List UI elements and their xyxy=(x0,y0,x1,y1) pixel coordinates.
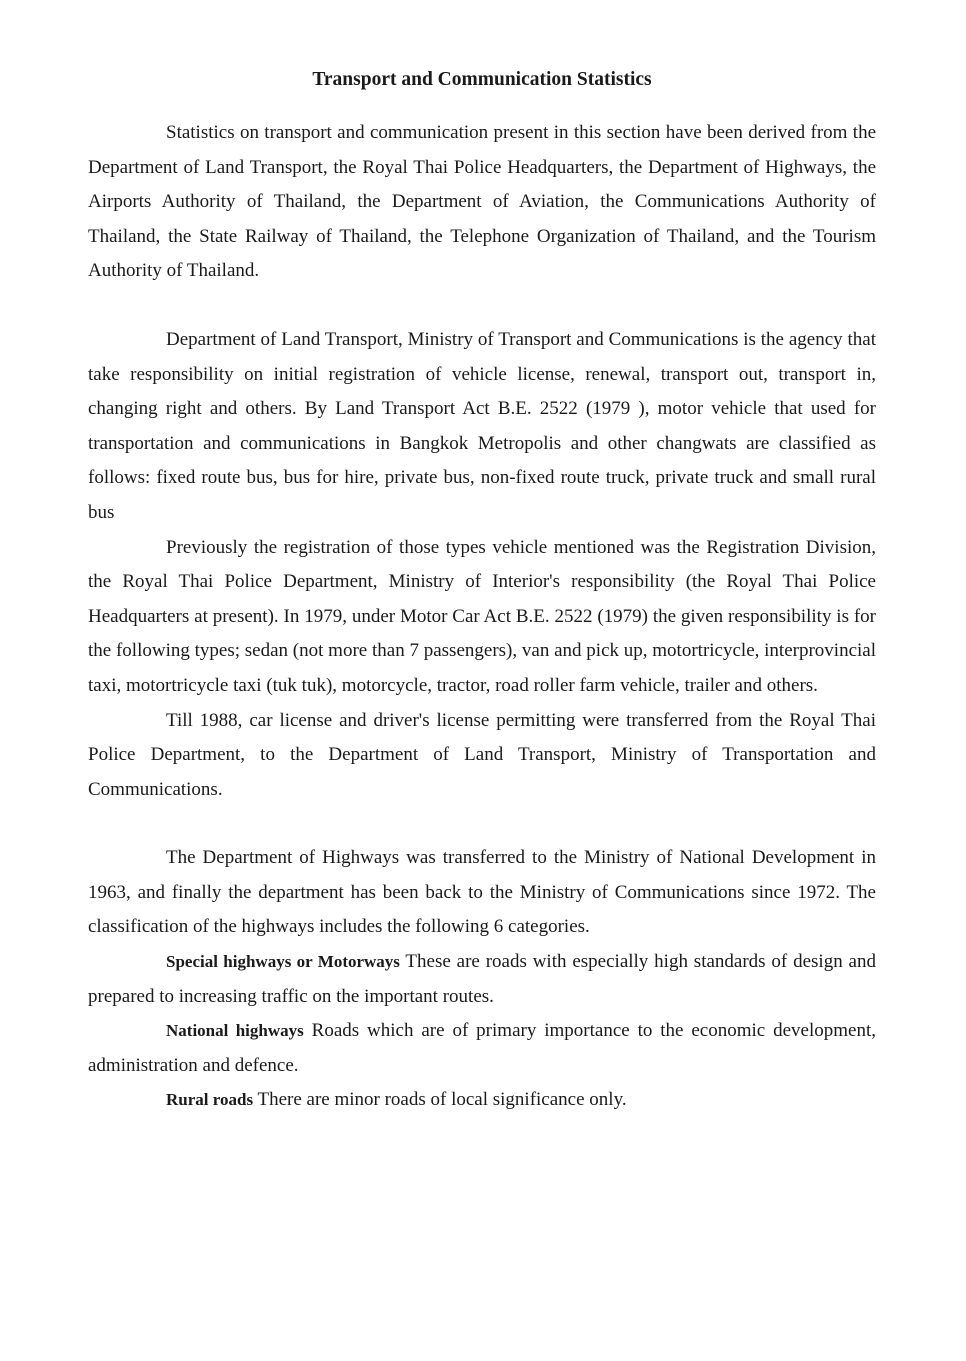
page-title: Transport and Communication Statistics xyxy=(312,69,652,90)
category-description: Roads which are of primary importance to the economic development, administration and defence. xyxy=(88,1020,876,1076)
paragraph-license-transfer: Till 1988, car license and driver's license permitting were transferred from the Royal Thai Police Department, to the Department of Land Transport, Ministry of Transportation and Communications. xyxy=(88,709,876,800)
highway-category-special xyxy=(88,945,876,1014)
highway-category-national xyxy=(88,1014,876,1083)
category-term: Special highways or Motorways xyxy=(166,952,400,972)
document-page xyxy=(88,66,876,1118)
paragraph-land-transport: Department of Land Transport, Ministry of Transport and Communications is the agency that take responsibility on initial registration of vehicle license, renewal, transport out, transport in, changing right and others. By Land Transport Act B.E. 2522 (1979 ), motor vehicle that used for transportation and communications in Bangkok Metropolis and other changwats are classified as follows: fixed route bus, bus for hire, private bus, non-fixed route truck, private truck and small rural bus xyxy=(88,328,876,523)
paragraph-sources: Statistics on transport and communication present in this section have been derived from the Department of Land Transport, the Royal Thai Police Headquarters, the Department of Highways, the Airports Authority of Thailand, the Department of Aviation, the Communications Authority of Thailand, the State Railway of Thailand, the Telephone Organization of Thailand, and the Tourism Authority of Thailand. xyxy=(88,122,876,282)
paragraph-highways-department: The Department of Highways was transferred to the Ministry of National Development in 1963, and finally the department has been back to the Ministry of Communications since 1972. The classification of the highways includes the following 6 categories. xyxy=(88,847,876,938)
category-term: Rural roads xyxy=(166,1090,254,1110)
section-gap xyxy=(88,807,876,841)
section-gap xyxy=(88,289,876,323)
highway-category-rural xyxy=(88,1083,876,1118)
category-description: These are roads with especially high standards of design and prepared to increasing traffic on the important routes. xyxy=(88,951,876,1007)
paragraph-registration-history: Previously the registration of those types vehicle mentioned was the Registration Division, the Royal Thai Police Department, Ministry of Interior's responsibility (the Royal Thai Police Headquarters at present). In 1979, under Motor Car Act B.E. 2522 (1979) the given responsibility is for the following types; sedan (not more than 7 passengers), van and pick up, motortricycle, interprovincial taxi, motortricycle taxi (tuk tuk), motorcycle, tractor, road roller farm vehicle, trailer and others. xyxy=(88,536,876,696)
category-description: There are minor roads of local significance only. xyxy=(253,1089,627,1111)
category-term: National highways xyxy=(166,1021,304,1041)
